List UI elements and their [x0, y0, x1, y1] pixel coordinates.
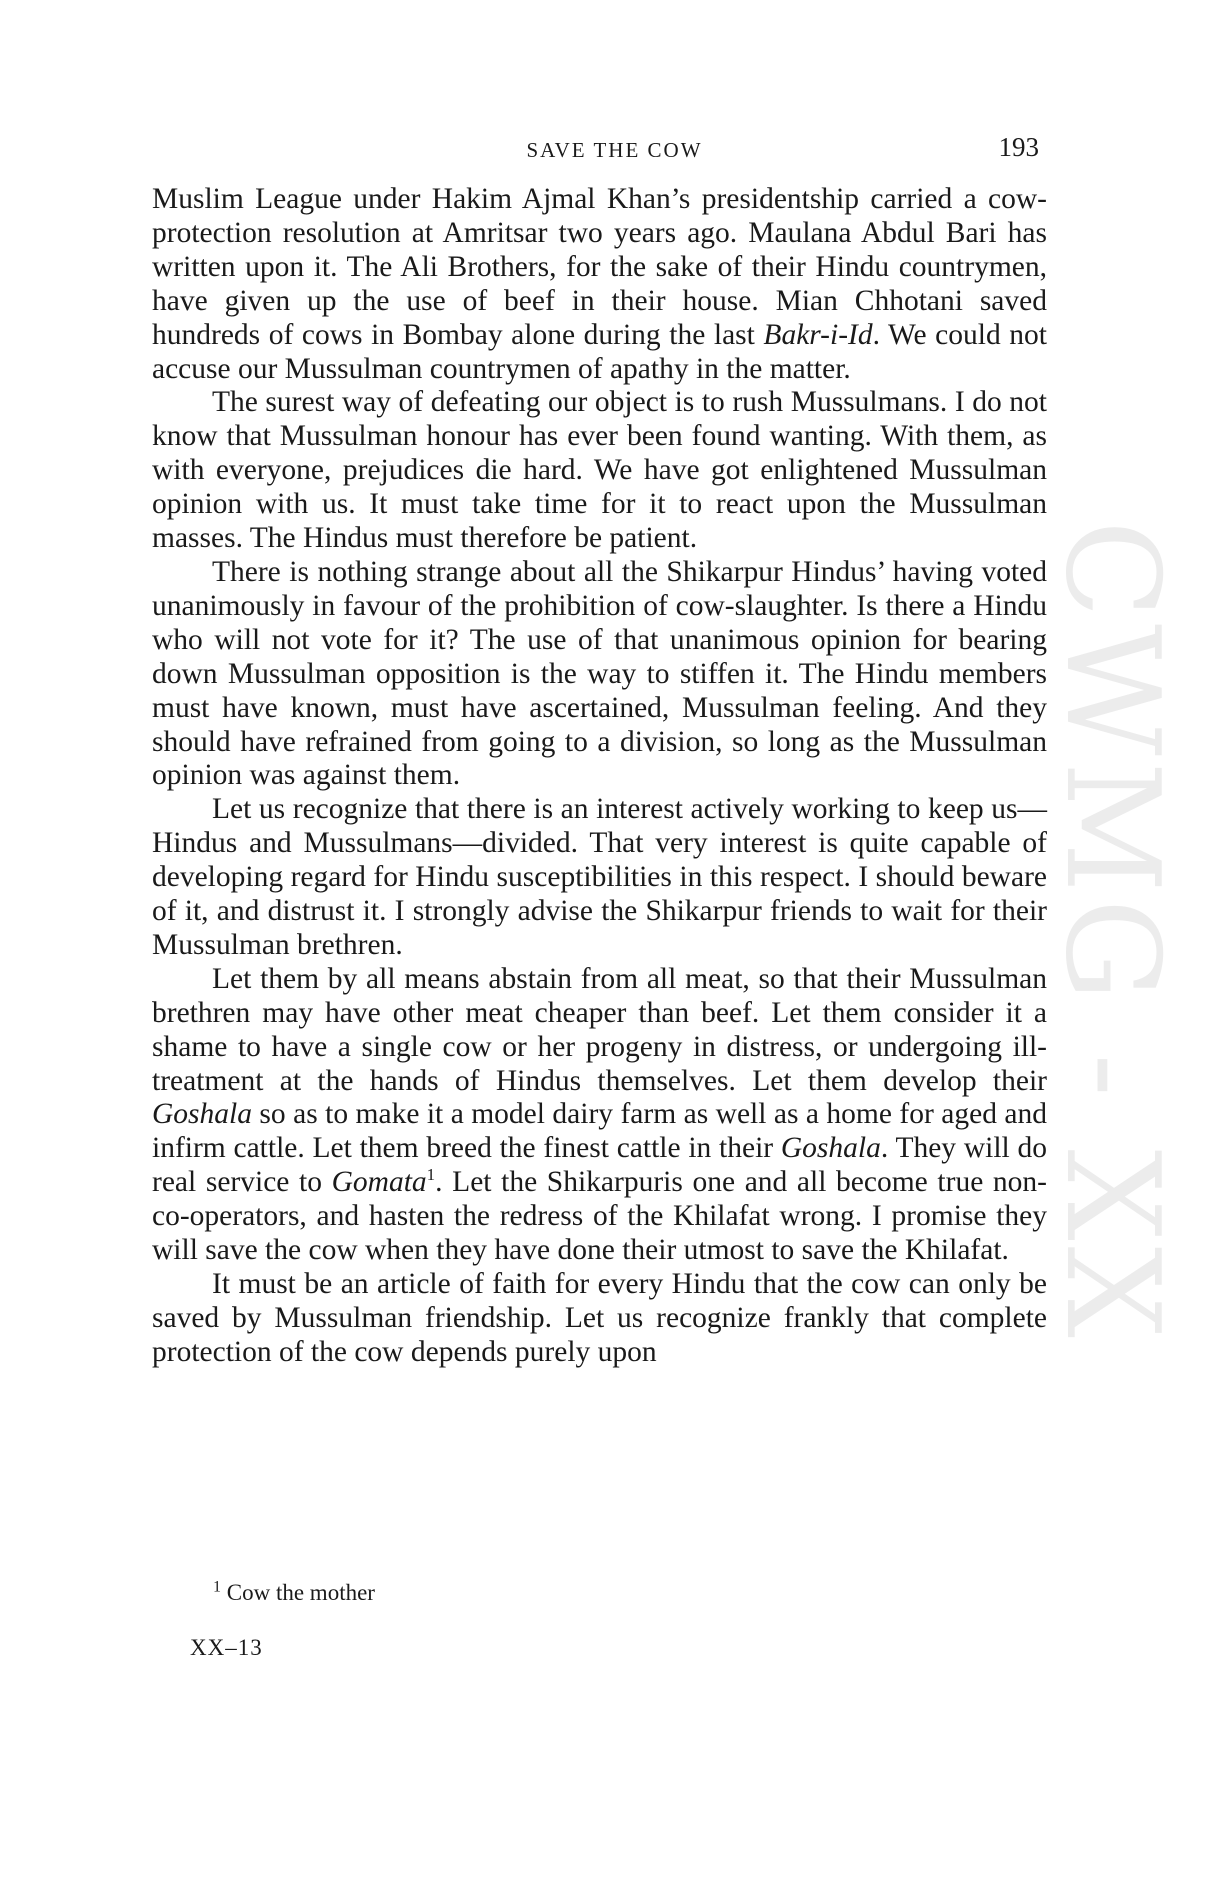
- text-run: . They will do real service to: [152, 1132, 1047, 1199]
- running-title: SAVE THE COW: [526, 138, 703, 162]
- italic-term: Goshala: [152, 1098, 252, 1131]
- text-run: so as to make it a model dairy farm as well as a home for aged and infirm cattle. Let them breed the finest cattle in their: [152, 1098, 1047, 1165]
- paragraph: [152, 793, 1047, 963]
- page-number: 193: [998, 132, 1039, 162]
- paragraph: [152, 1268, 1047, 1370]
- text-run: . We could not accuse our Mussulman countrymen of apathy in the matter.: [152, 318, 1047, 385]
- paragraph: [152, 183, 1047, 386]
- text-run: Let them by all means abstain from all meat, so that their Mussulman brethren may have other meat cheaper than beef. Let them consider it a shame to have a single cow or her progeny in distress, or undergoing ill-treatment at the hands of Hindus themselves. Let them develop their: [152, 962, 1047, 1097]
- text-run: Muslim League under Hakim Ajmal Khan’s presidentship carried a cow-protection resolution at Amritsar two years ago. Maulana Abdul Bari has written upon it. The Ali Brothers, for the sake of their Hindu countrymen, have given up the use of beef in their house. Mian Chhotani saved hundreds of cows in Bombay alone during the last: [152, 183, 1047, 351]
- footnote-text: Cow the mother: [226, 1580, 375, 1605]
- footnote-reference: 1: [426, 1165, 436, 1185]
- paragraph: [152, 556, 1047, 793]
- italic-term: Gomata: [331, 1166, 427, 1199]
- footnote-marker: 1: [213, 1578, 221, 1596]
- signature-mark: XX–13: [190, 1635, 263, 1660]
- running-head: [0, 132, 1229, 168]
- body-text: [152, 183, 1047, 1370]
- italic-term: Goshala: [780, 1132, 881, 1165]
- text-run: . Let the Shikarpuris one and all become true non-co-operators, and hasten the redress of the Khilafat wrong. I promise they will save the cow when they have done their utmost to save the Khilafat.: [152, 1166, 1047, 1267]
- paragraph: [152, 963, 1047, 1268]
- text-run: Let us recognize that there is an interest actively working to keep us—Hindus and Mussulmans—divided. That very interest is quite capable of developing regard for Hindu susceptibilities in this respect. I should beware of it, and distrust it. I strongly advise the Shikarpur friends to wait for their Mussulman brethren.: [152, 793, 1047, 961]
- italic-term: Bakr-i-Id: [763, 318, 873, 351]
- text-run: It must be an article of faith for every Hindu that the cow can only be saved by Mussulman friendship. Let us recognize frankly that complete protection of the cow depends purely upon: [152, 1268, 1047, 1368]
- watermark: CWMG - XX: [1037, 520, 1186, 1344]
- text-run: There is nothing strange about all the Shikarpur Hindus’ having voted unanimously in favour of the prohibition of cow-slaughter. Is there a Hindu who will not vote for it? The use of that unanimous opinion for bearing down Mussulman opposition is the way to stiffen it. The Hindu members must have known, must have ascertained, Mussulman feeling. And they should have refrained from going to a division, so long as the Mussulman opinion was against them.: [152, 555, 1047, 792]
- paragraph: [152, 386, 1047, 556]
- text-run: The surest way of defeating our object is to rush Mussulmans. I do not know that Mussulman honour has ever been found wanting. With them, as with everyone, prejudices die hard. We have got enlightened Mussulman opinion with us. It must take time for it to react upon the Mussulman masses. The Hindus must therefore be patient.: [152, 386, 1047, 555]
- footnote: [213, 1580, 375, 1606]
